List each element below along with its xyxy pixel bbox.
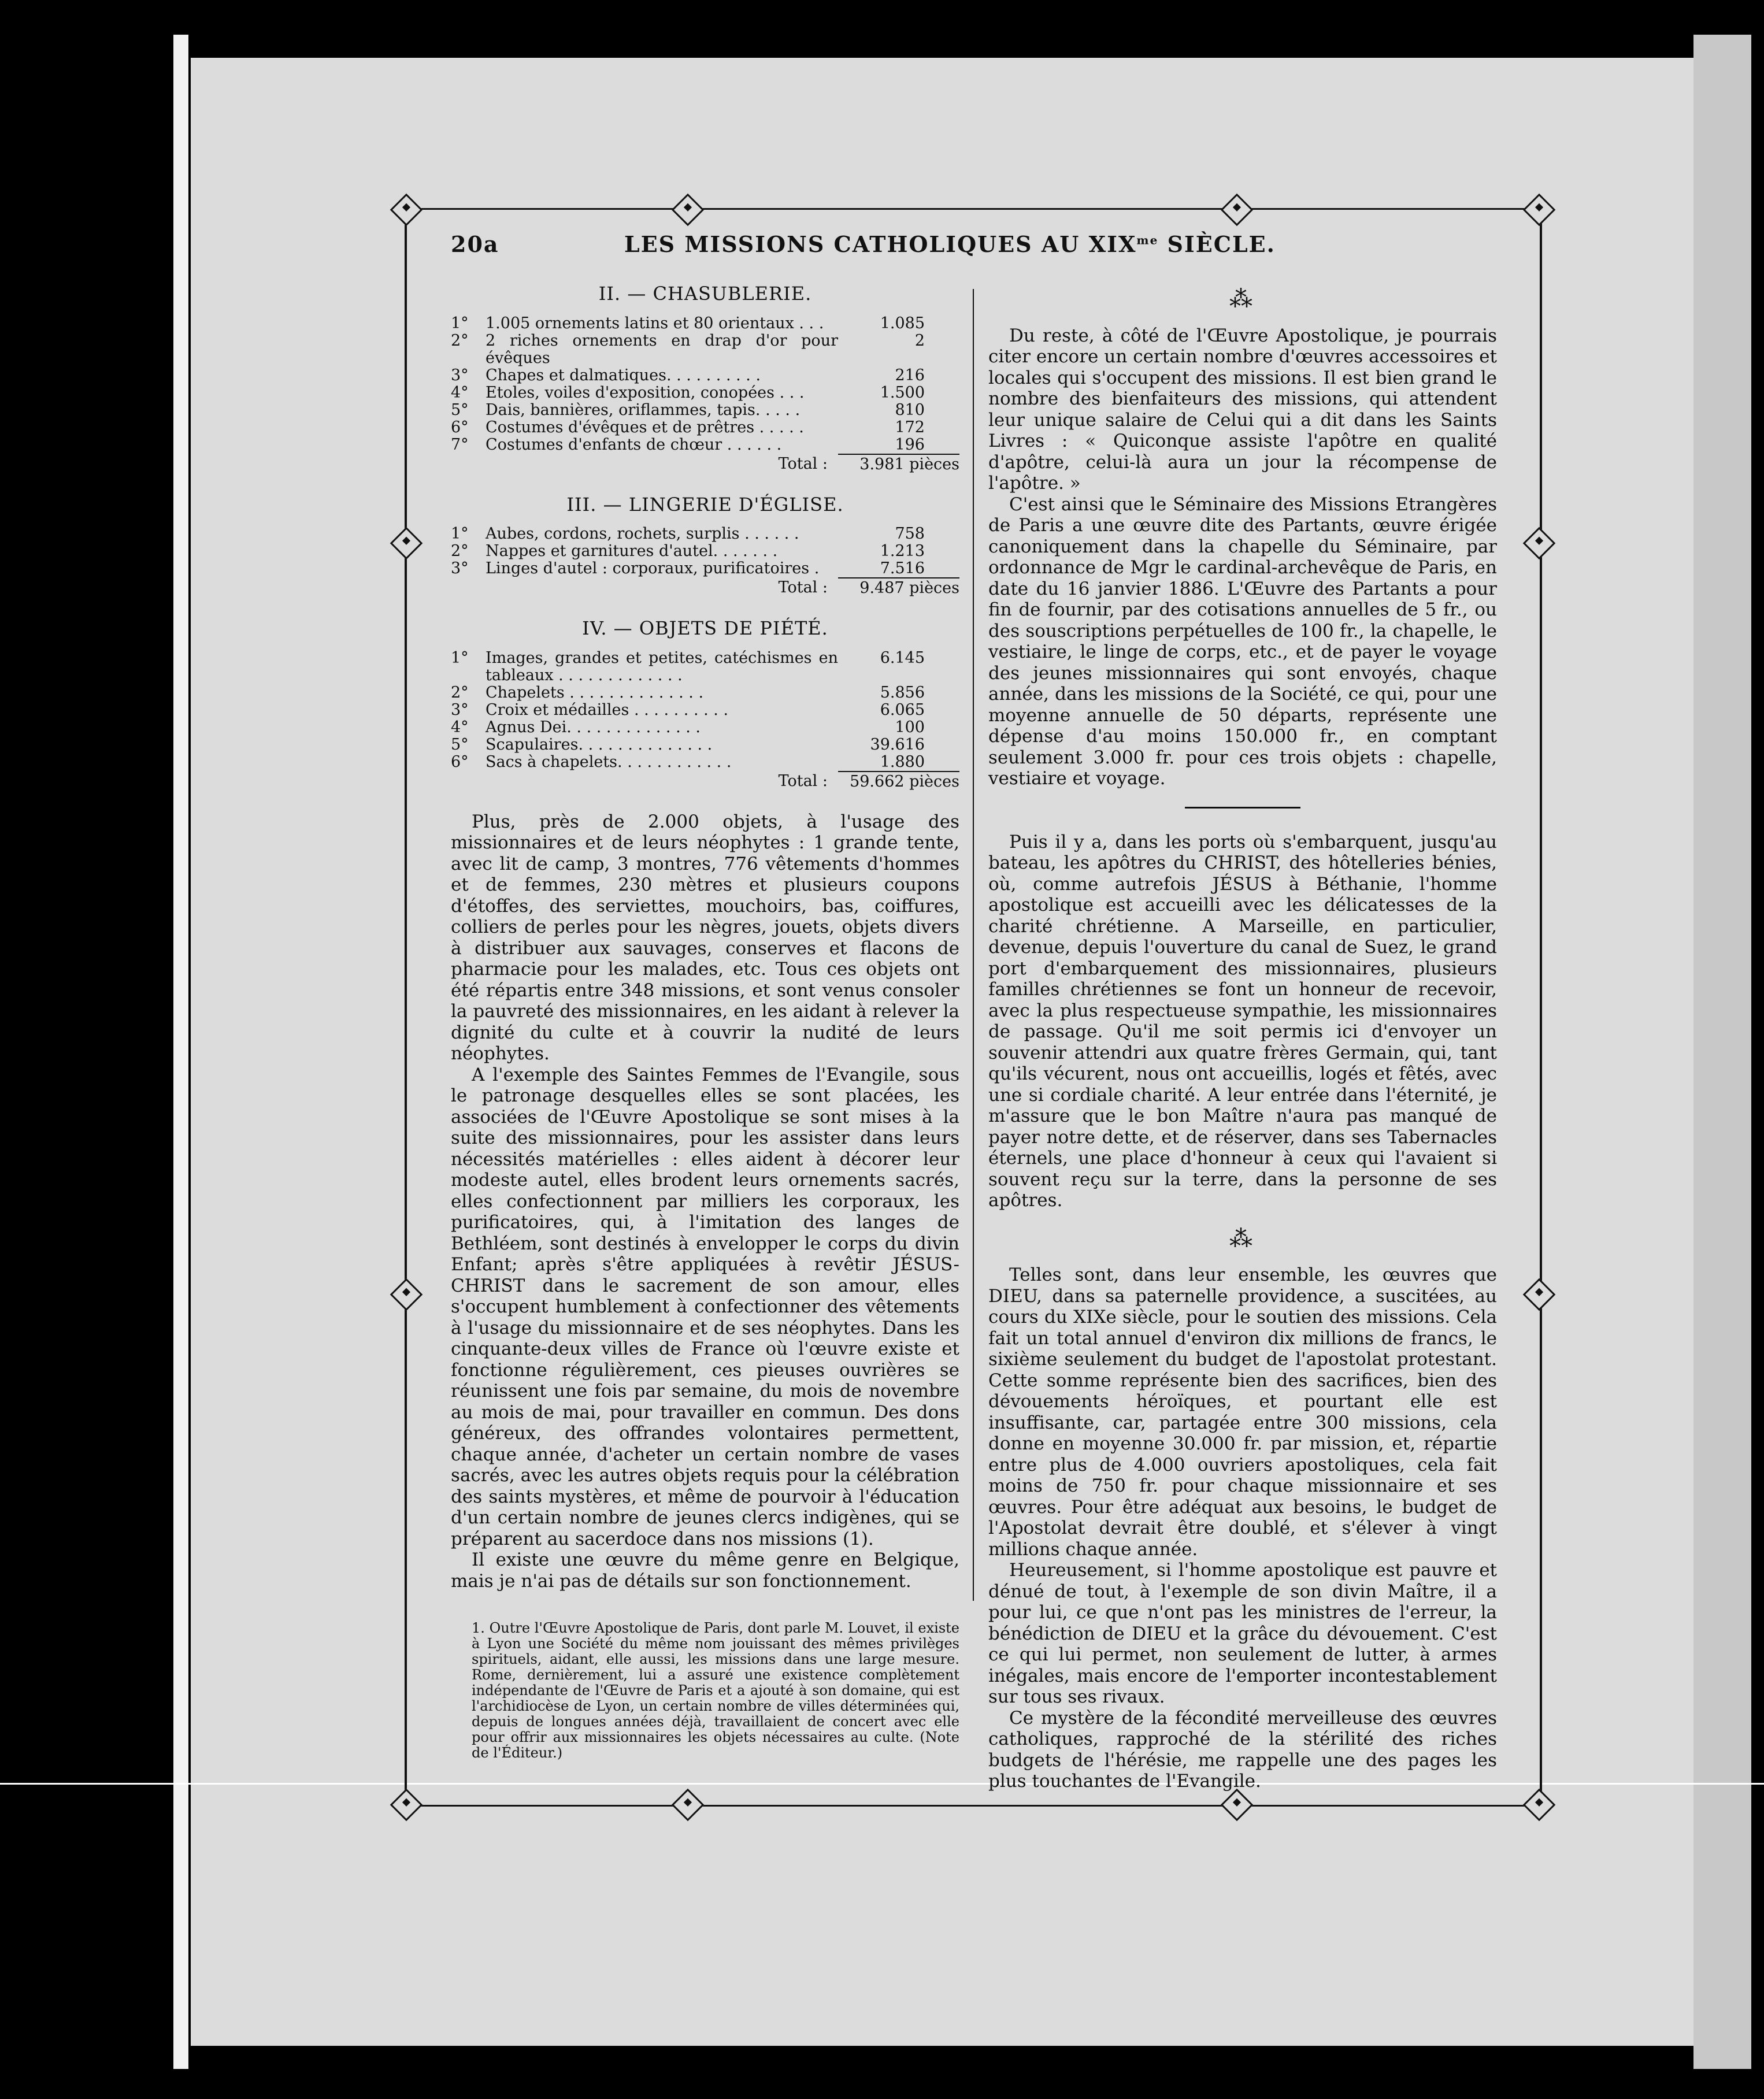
inventory-qty: 6.065 [880, 700, 925, 719]
asterism-divider: ⁂ [1229, 286, 1256, 313]
footnote-text: 1. Outre l'Œuvre Apostolique de Paris, dont parle M. Louvet, il existe à Lyon une Société du même nom jouissant des mêmes privilèges spirituels, aidant, elle aussi, les missions dans une large mesure. Rome, dernièrement, lui a assuré une existence complètement indépendante de l'Œuvre de Paris et a ajouté à son domaine, qui est l'archidiocèse de Lyon, un certain nombre de villes déterminées qui, depuis de longues années déjà, travaillaient de concert avec elle pour offrir aux missionnaires les objets nécessaires au culte. (Note de l'Éditeur.) [472, 1620, 959, 1761]
inventory-label: Agnus Dei. . . . . . . . . . . . . . [486, 718, 701, 736]
inventory-label: Scapulaires. . . . . . . . . . . . . . [486, 735, 713, 754]
inventory-num: 5° [451, 735, 469, 754]
inventory-num: 1° [451, 648, 469, 667]
left-column [451, 283, 959, 1761]
inventory-qty: 1.880 [880, 752, 925, 771]
inventory-num: 2° [451, 542, 469, 560]
inventory-lingerie [451, 494, 959, 598]
inventory-row [451, 419, 959, 436]
inventory-table [451, 315, 959, 473]
paragraph: Plus, près de 2.000 objets, à l'usage des missionnaires et de leurs néophytes : 1 grande tente, avec lit de camp, 3 montres, 776 vêtements d'hommes et de femmes, 230 mètres et plusieurs coupons d'étoffes, des serviettes, mouchoirs, bas, coiffures, colliers de perles pour les nègres, jouets, objets divers à distribuer aux sauvages, conserves et flacons de pharmacie pour les malades, etc. Tous ces objets ont été répartis entre 348 missions, et sont venus consoler la pauvreté des missionnaires, en les aidant à relever la dignité du culte et à couvrir la nudité de leurs néophytes. [451, 811, 959, 1064]
asterism-divider: ⁂ [1229, 1225, 1256, 1252]
inventory-total-label: Total : [778, 454, 828, 473]
inventory-num: 2° [451, 683, 469, 702]
page-number: 20a [451, 231, 499, 257]
inventory-row [451, 543, 959, 560]
inventory-label: Images, grandes et petites, catéchismes en tableaux . . . . . . . . . . . . . [486, 648, 838, 684]
inventory-row [451, 684, 959, 702]
inventory-qty: 216 [895, 366, 925, 384]
inventory-num: 6° [451, 418, 469, 436]
paragraph: Puis il y a, dans les ports où s'embarquent, jusqu'au bateau, les apôtres du CHRIST, des hôtelleries bénies, où, comme autrefois JÉSUS à Béthanie, l'homme apostolique est accueilli avec les délicatesses de la charité chrétienne. A Marseille, en particulier, devenue, depuis l'ouverture du canal de Suez, le grand port d'embarquement des missionnaires, plusieurs familles chrétiennes se font un honneur de recevoir, avec la plus respectueuse sympathie, les missionnaires de passage. Qu'il me soit permis ici d'envoyer un souvenir attendri aux quatre frères Germain, qui, tant qu'ils vécurent, nous ont accueillis, logés et fêtés, avec une si cordiale charité. A leur entrée dans l'éternité, je m'assure que le bon Maître n'aura pas manqué de payer notre dette, et de réserver, dans ses Tabernacles éternels, une place d'honneur à ceux qui l'avaient si souvent reçu sur la terre, dans la personne de ses apôtres. [988, 831, 1497, 1211]
inventory-total-value: 9.487 pièces [838, 578, 959, 597]
inventory-row [451, 402, 959, 419]
inventory-row [451, 367, 959, 384]
inventory-qty: 1.213 [880, 542, 925, 560]
inventory-num: 1° [451, 314, 469, 332]
paragraph: C'est ainsi que le Séminaire des Missions Etrangères de Paris a une œuvre dite des Partants, œuvre érigée canoniquement dans la chapelle du Séminaire, par ordonnance de Mgr le cardinal-archevêque de Paris, en date du 16 janvier 1886. L'Œuvre des Partants a pour fin de fournir, par des cotisations annuelles de 5 fr., ou des souscriptions perpétuelles de 100 fr., la chapelle, le vestiaire, le linge de corps, etc., et de payer le voyage des jeunes missionnaires qui sont envoyés, chaque année, dans les missions de la Société, ce qui, pour une moyenne annuelle de 50 départs, représente une dépense d'au moins 150.000 fr., en comptant seulement 3.000 fr. pour ces trois objets : chapelle, vestiaire et voyage. [988, 494, 1497, 789]
inventory-num: 5° [451, 400, 469, 419]
inventory-total-value: 59.662 pièces [838, 772, 959, 791]
inventory-spacer [451, 772, 486, 791]
paragraph: Il existe une œuvre du même genre en Belgique, mais je n'ai pas de détails sur son fonctionnement. [451, 1549, 959, 1592]
inventory-qty: 5.856 [880, 683, 925, 702]
inventory-qty: 39.616 [870, 735, 925, 754]
inventory-qty: 6.145 [880, 648, 925, 667]
section-title: IV. — OBJETS DE PIÉTÉ. [582, 617, 828, 639]
inventory-label: Linges d'autel : corporaux, purificatoires . [486, 559, 820, 577]
running-title: LES MISSIONS CATHOLIQUES AU $XIX^{me}$ SIÈCLE. [624, 231, 1276, 257]
inventory-row [451, 719, 959, 736]
inventory-total-row [451, 772, 959, 791]
facing-page-edge [1693, 35, 1751, 2069]
inventory-table [451, 650, 959, 791]
inventory-num: 3° [451, 700, 469, 719]
inventory-qty: 7.516 [880, 559, 925, 577]
inventory-table [451, 525, 959, 597]
column-divider [973, 289, 974, 1601]
section-title: II. — CHASUBLERIE. [598, 283, 812, 305]
inventory-label: Sacs à chapelets. . . . . . . . . . . . [486, 752, 732, 771]
inventory-row [451, 384, 959, 402]
inventory-row [451, 560, 959, 578]
horizontal-rule [1185, 807, 1300, 809]
inventory-num: 2° [451, 331, 469, 350]
inventory-qty: 810 [895, 400, 925, 419]
inventory-row [451, 332, 959, 367]
inventory-total-value: 3.981 pièces [838, 454, 959, 473]
paragraph: Telles sont, dans leur ensemble, les œuvres que DIEU, dans sa paternelle providence, a suscitées, au cours du XIXe siècle, pour le soutien des missions. Cela fait un total annuel d'environ dix millions de francs, le sixième seulement du budget de l'apostolat protestant. Cette somme représente bien des sacrifices, bien des dévouements héroïques, et pourtant elle est insuffisante, car, partagée entre 300 missions, cela donne en moyenne 30.000 fr. par mission, et, répartie entre plus de 4.000 ouvriers apostoliques, cela fait moins de 750 fr. pour chaque missionnaire et ses œuvres. Pour être adéquat aux besoins, le budget de l'Apostolat devrait être doublé, et s'élever à vingt millions chaque année. [988, 1264, 1497, 1560]
right-column [988, 283, 1497, 1792]
inventory-qty: 1.085 [880, 314, 925, 332]
inventory-row [451, 736, 959, 754]
inventory-chasublerie [451, 283, 959, 473]
inventory-num: 4° [451, 718, 469, 736]
inventory-num: 4° [451, 383, 469, 402]
inventory-row [451, 525, 959, 543]
paragraph: Heureusement, si l'homme apostolique est pauvre et dénué de tout, à l'exemple de son divin Maître, il a pour lui, ce que n'ont pas les ministres de l'erreur, la bénédiction de DIEU et la grâce du dévouement. C'est ce qui lui permet, non seulement de lutter, à armes inégales, mais encore de l'emporter incontestablement sur tous ses rivaux. [988, 1560, 1497, 1707]
inventory-total-label: Total : [778, 772, 828, 790]
inventory-spacer [451, 578, 486, 597]
inventory-label: 1.005 ornements latins et 80 orientaux . . . [486, 314, 824, 332]
inventory-qty: 100 [895, 718, 925, 736]
inventory-label: Aubes, cordons, rochets, surplis . . . . . . [486, 525, 799, 543]
inventory-qty: 2 [914, 331, 925, 350]
inventory-total-row [451, 578, 959, 597]
inventory-qty: 1.500 [880, 383, 925, 402]
page-header [451, 231, 1526, 266]
inventory-label: Nappes et garnitures d'autel. . . . . . . [486, 542, 778, 560]
inventory-qty: 196 [895, 435, 925, 454]
inventory-spacer [451, 454, 486, 473]
inventory-num: 6° [451, 752, 469, 771]
inventory-row [451, 754, 959, 772]
inventory-label: Chapes et dalmatiques. . . . . . . . . . [486, 366, 761, 384]
inventory-label: Etoles, voiles d'exposition, conopées . . . [486, 383, 805, 402]
inventory-row [451, 702, 959, 719]
page-edge-left [173, 35, 188, 2069]
paragraph: A l'exemple des Saintes Femmes de l'Evangile, sous le patronage desquelles elles se sont placées, les associées de l'Œuvre Apostolique se sont mises à la suite des missionnaires, pour les assister dans leurs nécessités matérielles : elles aident à décorer leur modeste autel, elles brodent leurs ornements sacrés, elles confectionnent par milliers les corporaux, les purificatoires, qui, à l'imitation des langes de Bethléem, sont destinés à envelopper le corps du divin Enfant; après s'être appliquées à revêtir JÉSUS-CHRIST dans le sacrement de son amour, elles s'occupent humblement à confectionner des vêtements à l'usage du missionnaire et de ses néophytes. Dans les cinquante-deux villes de France où l'œuvre existe et fonctionne régulièrement, ces pieuses ouvrières se réunissent une fois par semaine, du mois de novembre au mois de mai, pour travailler en commun. Des dons généreux, des offrandes volontaires permettent, chaque année, d'acheter un certain nombre de vases sacrés, avec les autres objets requis pour la célébration des saints mystères, et même de pourvoir à l'éducation d'un certain nombre de jeunes clercs indigènes, qui se préparent au sacerdoce dans nos missions (1). [451, 1064, 959, 1549]
inventory-row [451, 315, 959, 332]
inventory-row [451, 650, 959, 684]
inventory-qty: 172 [895, 418, 925, 436]
inventory-label: 2 riches ornements en drap d'or pour évêques [486, 331, 838, 367]
inventory-objets-de-piete [451, 618, 959, 791]
inventory-label: Croix et médailles . . . . . . . . . . [486, 700, 729, 719]
paragraph: Ce mystère de la fécondité merveilleuse des œuvres catholiques, rapproché de la stérilité des riches budgets de l'hérésie, me rappelle une des pages les plus touchantes de l'Evangile. [988, 1707, 1497, 1792]
inventory-num: 1° [451, 525, 469, 543]
inventory-num: 7° [451, 435, 469, 454]
inventory-total-label: Total : [778, 578, 828, 596]
inventory-num: 3° [451, 366, 469, 384]
inventory-label: Costumes d'enfants de chœur . . . . . . [486, 435, 782, 454]
inventory-label: Chapelets . . . . . . . . . . . . . . [486, 683, 704, 702]
inventory-row [451, 436, 959, 454]
inventory-num: 3° [451, 559, 469, 577]
section-title: III. — LINGERIE D'ÉGLISE. [566, 493, 844, 516]
inventory-label: Costumes d'évêques et de prêtres . . . . . [486, 418, 804, 436]
inventory-total-row [451, 454, 959, 473]
paragraph: Du reste, à côté de l'Œuvre Apostolique, je pourrais citer encore un certain nombre d'œuvres accessoires et locales qui s'occupent des missions. Il est bien grand le nombre des bienfaiteurs des missions, qui attendent leur unique salaire de Celui qui a dit dans les Saints Livres : « Quiconque assiste l'apôtre en qualité d'apôtre, celui-là aura un jour la récompense de l'apôtre. » [988, 325, 1497, 494]
footnote [451, 1620, 959, 1761]
inventory-qty: 758 [895, 525, 925, 543]
inventory-label: Dais, bannières, oriflammes, tapis. . . . . [486, 400, 801, 419]
